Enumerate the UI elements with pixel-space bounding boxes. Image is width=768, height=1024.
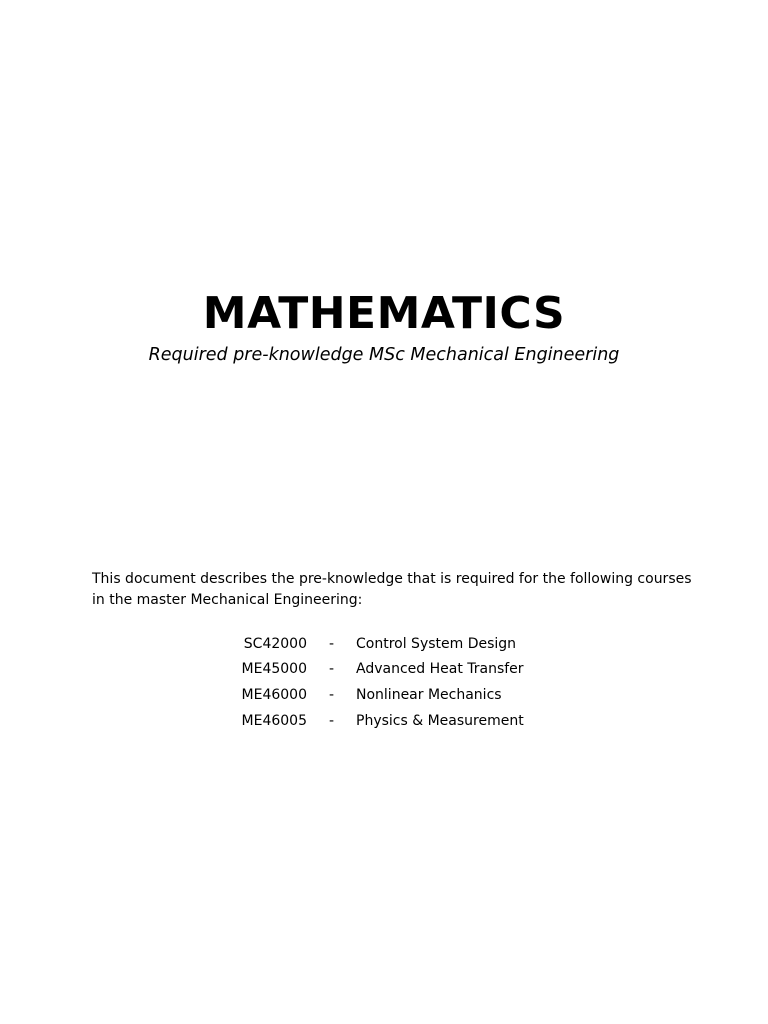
course-name: Physics & Measurement	[356, 712, 524, 729]
course-list	[200, 631, 524, 733]
course-code: SC42000	[243, 635, 307, 652]
course-name: Control System Design	[356, 635, 517, 652]
document-subtitle: Required pre-knowledge MSc Mechanical Engineering	[148, 345, 620, 365]
course-row	[200, 708, 524, 734]
course-separator: -	[328, 712, 335, 729]
document-title: MATHEMATICS	[202, 288, 566, 339]
course-name: Advanced Heat Transfer	[356, 661, 524, 678]
course-separator: -	[328, 661, 335, 678]
course-row	[200, 657, 524, 683]
course-row	[200, 682, 524, 708]
course-code: ME45000	[241, 661, 307, 678]
course-separator: -	[328, 635, 335, 652]
course-name: Nonlinear Mechanics	[356, 686, 502, 703]
intro-paragraph: This document describes the pre-knowledge that is required for the following courses in the master Mechanical Engineering:	[92, 571, 692, 608]
course-code: ME46005	[241, 712, 307, 729]
course-code: ME46000	[241, 686, 307, 703]
course-separator: -	[328, 686, 335, 703]
course-row	[200, 631, 524, 657]
